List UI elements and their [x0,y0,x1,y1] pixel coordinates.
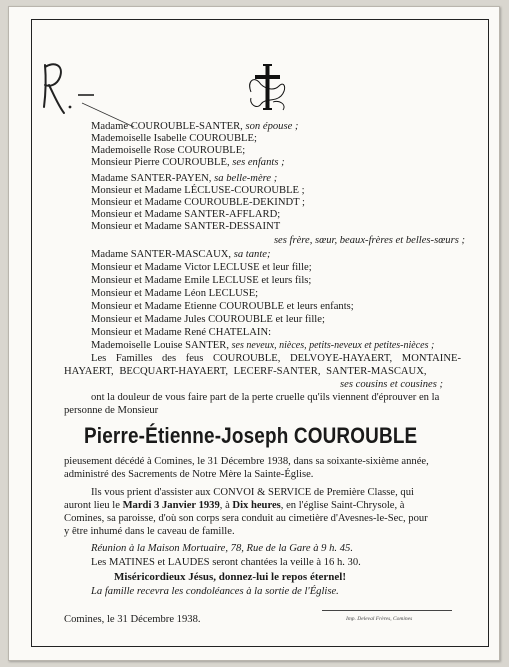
reunion-line: Réunion à la Maison Mortuaire, 78, Rue de la Gare à 9 h. 45. [91,543,353,554]
family-line-13: Monsieur et Madame Léon LECLUSE; [91,288,259,299]
service-line-1: Ils vous prient d'assister aux CONVOI & SERVICE de Première Classe, qui [91,487,414,498]
printer-imprint: Imp. Deleval Frères, Comines [346,616,413,622]
condolences-line: La famille recevra les condoléances à la sortie de l'Église. [91,586,339,597]
family-line-8: Monsieur et Madame SANTER-AFFLARD; [91,209,281,220]
family-line-3: Mademoiselle Rose COUROUBLE; [91,145,246,156]
family-line-15: Monsieur et Madame Jules COUROUBLE et leur fille; [91,314,325,325]
family-line-7: Monsieur et Madame COUROUBLE-DEKINDT ; [91,197,306,208]
service-line-3: Comines, sa paroisse, d'où son corps sera conduit au cimetière d'Avesnes-le-Sec, pour [64,513,428,524]
cousins-note: ses cousins et cousines ; [340,379,443,390]
deceased-name: Pierre-Étienne-Joseph COUROUBLE [84,423,418,448]
family-line-9: Monsieur et Madame SANTER-DESSAINT [91,221,281,232]
family-line-10: Madame SANTER-MASCAUX, sa tante; [91,249,271,260]
service-line-4: y être inhumé dans le caveau de famille. [64,526,235,537]
family-line-14: Monsieur et Madame Etienne COUROUBLE et leurs enfants; [91,301,354,312]
siblings-note: ses frère, sœur, beaux-frères et belles-sœurs ; [273,235,465,246]
family-line-1: Madame COUROUBLE-SANTER, son épouse ; [91,121,299,132]
service-line-2: auront lieu le Mardi 3 Janvier 1939, à Dix heures, en l'église Saint-Chrysole, à [64,500,405,511]
announce-line-1: ont la douleur de vous faire part de la perte cruelle qu'ils viennent d'éprouver en la [91,392,440,403]
family-line-4: Monsieur Pierre COUROUBLE, ses enfants ; [91,157,285,168]
family-line-6: Monsieur et Madame LÉCLUSE-COUROUBLE ; [91,185,305,196]
family-line-16: Monsieur et Madame René CHATELAIN: [91,327,272,338]
death-line-2: administré des Sacrements de Notre Mère la Sainte-Église. [64,469,314,480]
family-line-5: Madame SANTER-PAYEN, sa belle-mère ; [91,173,278,184]
family-line-17: Mademoiselle Louise SANTER, ses neveux, nièces, petits-neveux et petites-nièces ; [91,340,435,351]
place-date: Comines, le 31 Décembre 1938. [64,614,201,625]
prayer-line: Miséricordieux Jésus, donnez-lui le repos éternel! [114,571,346,583]
death-line-1: pieusement décédé à Comines, le 31 Décembre 1938, dans sa soixante-sixième année, [64,456,429,467]
matines-line: Les MATINES et LAUDES seront chantées la veille à 16 h. 30. [91,557,361,568]
family-line-2: Mademoiselle Isabelle COUROUBLE; [91,133,257,144]
printer-divider [322,610,452,611]
families-line-1: Les Familles des feus COUROUBLE, DELVOYE-HAYAERT, MONTAINE- [91,353,461,364]
family-line-12: Monsieur et Madame Emile LECLUSE et leurs fils; [91,275,312,286]
cross-emblem-icon [243,62,293,114]
families-line-2: HAYAERT, BECQUART-HAYAERT, LECERF-SANTER, SANTER-MASCAUX, [64,366,427,377]
family-line-11: Monsieur et Madame Victor LECLUSE et leur fille; [91,262,312,273]
announce-line-2: personne de Monsieur [64,405,159,416]
